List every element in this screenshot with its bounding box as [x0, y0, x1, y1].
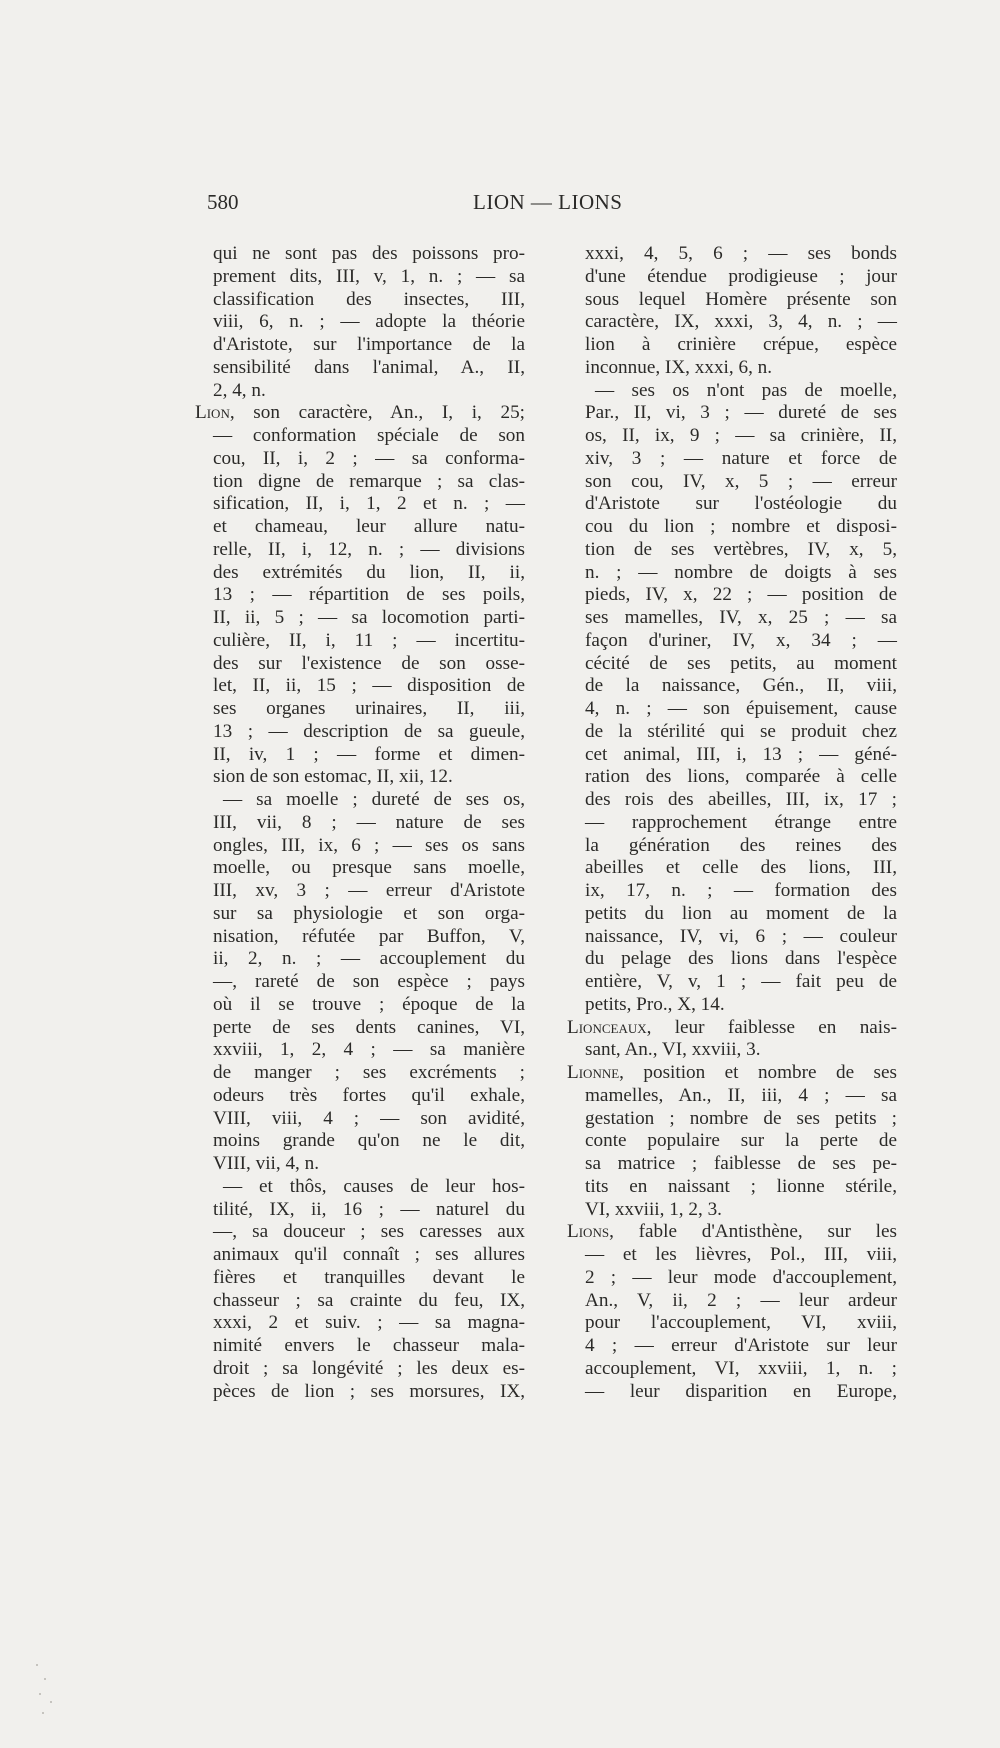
index-line: sous lequel Homère présente son	[585, 288, 897, 310]
index-line: Par., II, vi, 3 ; — dureté de ses	[585, 402, 897, 424]
index-line: cet animal, III, i, 13 ; — géné-	[585, 743, 897, 765]
index-line: 13 ; — répartition de ses poils,	[213, 584, 525, 606]
index-line: qui ne sont pas des poissons pro-	[213, 243, 525, 264]
index-line: tilité, IX, ii, 16 ; — naturel du	[213, 1198, 525, 1220]
index-line: entière, V, v, 1 ; — fait peu de	[585, 971, 897, 992]
index-line: sensibilité dans l'animal, A., II,	[213, 356, 525, 378]
index-line: ses organes urinaires, II, iii,	[213, 698, 525, 719]
index-line: 2, 4, n.	[213, 379, 266, 401]
index-line: façon d'uriner, IV, x, 34 ; —	[585, 629, 897, 651]
index-line: perte de ses dents canines, VI,	[213, 1016, 525, 1038]
index-line: — rapprochement étrange entre	[585, 811, 897, 833]
index-line: ongles, III, ix, 6 ; — ses os sans	[213, 834, 525, 856]
index-line: des rois des abeilles, III, ix, 17 ;	[585, 789, 897, 810]
index-line: nimité envers le chasseur mala-	[213, 1335, 525, 1356]
index-line: xxviii, 1, 2, 4 ; — sa manière	[213, 1039, 525, 1061]
index-line: lion à crinière crépue, espèce	[585, 334, 897, 355]
index-line: nisation, réfutée par Buffon, V,	[213, 925, 525, 947]
index-column-left	[195, 243, 525, 1403]
index-line: — conformation spéciale de son	[213, 425, 525, 446]
entry-text: , leur faiblesse en nais-	[646, 1016, 897, 1038]
index-line: pieds, IV, x, 22 ; — position de	[585, 584, 897, 606]
index-line: d'Aristote, sur l'importance de la	[213, 334, 525, 355]
index-column-right	[567, 243, 897, 1403]
index-line: ix, 17, n. ; — formation des	[585, 880, 897, 901]
index-line: II, ii, 5 ; — sa locomotion parti-	[213, 607, 525, 628]
headword: Lionne	[567, 1062, 620, 1083]
index-line: sification, II, i, 1, 2 et n. ; —	[213, 493, 525, 515]
index-line: — leur disparition en Europe,	[585, 1380, 897, 1402]
index-line: os, II, ix, 9 ; — sa crinière, II,	[585, 425, 897, 446]
index-line: VIII, vii, 4, n.	[213, 1153, 320, 1174]
headword: Lions	[567, 1221, 610, 1243]
index-line: des sur l'existence de son osse-	[213, 652, 525, 674]
index-line: xiv, 3 ; — nature et force de	[585, 447, 897, 469]
index-line: caractère, IX, xxxi, 3, 4, n. ; —	[585, 311, 897, 333]
paper-specks	[30, 1660, 70, 1720]
index-line: prement dits, III, v, 1, n. ; — sa	[213, 265, 525, 287]
index-line: —, rareté de son espèce ; pays	[213, 971, 525, 992]
headword: Lionceaux	[567, 1016, 647, 1038]
index-line	[567, 1062, 897, 1085]
index-line	[567, 1017, 897, 1040]
index-line: II, iv, 1 ; — forme et dimen-	[213, 743, 525, 765]
headword: Lion	[195, 402, 230, 424]
index-line: An., V, ii, 2 ; — leur ardeur	[585, 1289, 897, 1311]
index-line: inconnue, IX, xxxi, 6, n.	[585, 356, 773, 378]
index-line: III, vii, 8 ; — nature de ses	[213, 811, 525, 833]
index-line: xxxi, 2 et suiv. ; — sa magna-	[213, 1312, 525, 1334]
index-line: —, sa douceur ; ses caresses aux	[213, 1221, 525, 1243]
index-line: de manger ; ses excréments ;	[213, 1062, 525, 1083]
index-line: — ses os n'ont pas de moelle,	[595, 379, 897, 401]
index-line: des extrémités du lion, II, ii,	[213, 561, 525, 583]
index-line: classification des insectes, III,	[213, 288, 525, 310]
index-line: sion de son estomac, II, xii, 12.	[213, 766, 453, 788]
index-line: chasseur ; sa crainte du feu, IX,	[213, 1289, 525, 1311]
index-line: ii, 2, n. ; — accouplement du	[213, 948, 525, 970]
index-line: tion digne de remarque ; sa clas-	[213, 470, 525, 492]
index-line: petits, Pro., X, 14.	[585, 993, 725, 1015]
index-line: sur sa physiologie et son orga-	[213, 902, 525, 924]
index-line: 4 ; — erreur d'Aristote sur leur	[585, 1335, 897, 1356]
index-line: 13 ; — description de sa gueule,	[213, 720, 525, 742]
index-line: culière, II, i, 11 ; — incertitu-	[213, 629, 525, 651]
index-line: mamelles, An., II, iii, 4 ; — sa	[585, 1084, 897, 1106]
index-line: droit ; sa longévité ; les deux es-	[213, 1357, 525, 1379]
index-line: animaux qu'il connaît ; ses allures	[213, 1244, 525, 1265]
index-line: let, II, ii, 15 ; — disposition de	[213, 675, 525, 697]
index-line: tion de ses vertèbres, IV, x, 5,	[585, 538, 897, 560]
index-line: sant, An., VI, xxviii, 3.	[585, 1039, 761, 1061]
index-line: sa matrice ; faiblesse de ses pe-	[585, 1153, 897, 1174]
index-line: naissance, IV, vi, 6 ; — couleur	[585, 925, 897, 947]
index-line: tits en naissant ; lionne stérile,	[585, 1175, 897, 1197]
running-title: LION — LIONS	[473, 190, 623, 214]
index-line: gestation ; nombre de ses petits ;	[585, 1107, 897, 1129]
entry-text: , son caractère, An., I, i, 25;	[229, 402, 525, 424]
index-line: où il se trouve ; époque de la	[213, 993, 525, 1015]
index-line: VI, xxviii, 1, 2, 3.	[585, 1198, 722, 1220]
index-line: — et les lièvres, Pol., III, viii,	[585, 1244, 897, 1265]
index-line: de la naissance, Gén., II, viii,	[585, 675, 897, 697]
index-line: 2 ; — leur mode d'accouplement,	[585, 1266, 897, 1288]
index-line: relle, II, i, 12, n. ; — divisions	[213, 538, 525, 560]
index-line	[567, 1221, 897, 1244]
index-line: cou, II, i, 2 ; — sa conforma-	[213, 447, 525, 469]
index-line: — et thôs, causes de leur hos-	[223, 1175, 525, 1197]
index-line: xxxi, 4, 5, 6 ; — ses bonds	[585, 243, 897, 264]
entry-text: , fable d'Antisthène, sur les	[609, 1221, 897, 1243]
index-line: fières et tranquilles devant le	[213, 1266, 525, 1288]
index-line: abeilles et celle des lions, III,	[585, 857, 897, 879]
index-line: du pelage des lions dans l'espèce	[585, 948, 897, 970]
index-line: conte populaire sur la perte de	[585, 1130, 897, 1152]
page-number: 580	[207, 190, 239, 214]
index-line: de la stérilité qui se produit chez	[585, 720, 897, 742]
index-line: cécité de ses petits, au moment	[585, 652, 897, 674]
index-line: III, xv, 3 ; — erreur d'Aristote	[213, 880, 525, 901]
index-line: ration des lions, comparée à celle	[585, 766, 897, 788]
index-line: odeurs très fortes qu'il exhale,	[213, 1084, 525, 1106]
index-line: — sa moelle ; dureté de ses os,	[223, 789, 525, 810]
index-line: ses mamelles, IV, x, 25 ; — sa	[585, 607, 897, 628]
index-line: moelle, ou presque sans moelle,	[213, 857, 525, 879]
index-line: son cou, IV, x, 5 ; — erreur	[585, 470, 897, 492]
index-line: pour l'accouplement, VI, xviii,	[585, 1312, 897, 1334]
index-line: VIII, viii, 4 ; — son avidité,	[213, 1107, 525, 1129]
index-line: n. ; — nombre de doigts à ses	[585, 561, 897, 583]
index-line: pèces de lion ; ses morsures, IX,	[213, 1380, 525, 1402]
index-line: accouplement, VI, xxviii, 1, n. ;	[585, 1357, 897, 1379]
index-line: petits du lion au moment de la	[585, 902, 897, 924]
index-line: cou du lion ; nombre et disposi-	[585, 516, 897, 537]
index-line: moins grande qu'on ne le dit,	[213, 1130, 525, 1152]
index-line: et chameau, leur allure natu-	[213, 516, 525, 537]
index-line	[195, 402, 525, 425]
page-header	[207, 190, 807, 220]
index-line: viii, 6, n. ; — adopte la théorie	[213, 311, 525, 333]
index-line: d'une étendue prodigieuse ; jour	[585, 265, 897, 287]
index-line: 4, n. ; — son épuisement, cause	[585, 698, 897, 719]
entry-text: , position et nombre de ses	[619, 1062, 897, 1083]
index-line: la génération des reines des	[585, 834, 897, 856]
index-line: d'Aristote sur l'ostéologie du	[585, 493, 897, 515]
